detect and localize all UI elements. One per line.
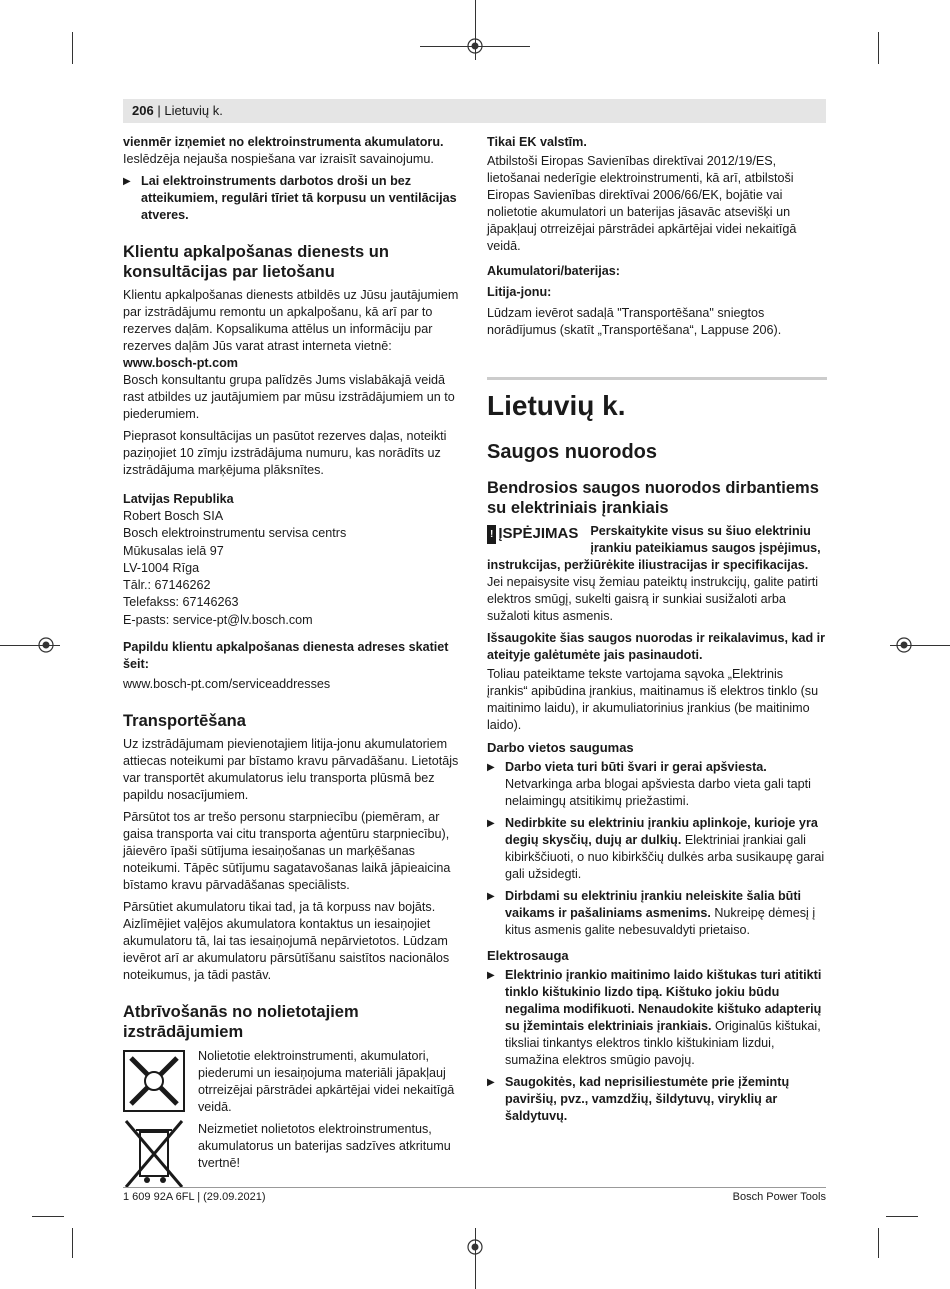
crop-mark — [72, 1228, 73, 1258]
electrical-bullet — [487, 967, 827, 1069]
safety-title: Saugos nuorodos — [487, 441, 657, 463]
service-paragraph: Pieprasot konsultācijas un pasūtot rezerves daļas, noteikti paziņojiet 10 zīmju izstrādājuma numuru, kas norādīts uz izstrādājuma marķējuma plāksnītes. — [123, 429, 447, 477]
address-line: E-pasts: service-pt@lv.bosch.com — [123, 612, 313, 627]
address-title: Latvijas Republika — [123, 492, 234, 506]
address-block — [123, 508, 463, 629]
warning-triangle-icon: ! — [487, 525, 496, 544]
crop-mark — [878, 32, 879, 64]
left-column — [123, 134, 463, 1180]
warning-badge — [487, 525, 578, 544]
right-column — [487, 134, 827, 1130]
intro-bold: vienmēr izņemiet no elektroinstrumenta akumulatoru. — [123, 135, 444, 149]
batteries-heading: Akumulatori/baterijas: — [487, 264, 620, 278]
address-line: Telefakss: 67146263 — [123, 595, 239, 610]
footer-brand: Bosch Power Tools — [732, 1191, 826, 1203]
footer-code: 1 609 92A 6FL | (29.09.2021) — [123, 1191, 266, 1203]
warning-text: Jei nepaisysite visų žemiau pateiktų instrukcijų, galite patirti elektros smūgį, sukelti gaisrą ir sunkiai susižaloti arba sužaloti kitus asmenis. — [487, 575, 819, 623]
header-separator: | — [157, 103, 161, 118]
service-paragraph: Bosch konsultantu grupa palīdzēs Jums vislabākajā veidā rast atbildes uz jautājumiem par mūsu izstrādājumiem un to piederumiem. — [123, 373, 455, 421]
crop-mark — [886, 1216, 918, 1217]
page-header — [132, 103, 223, 118]
service-heading: Klientu apkalpošanas dienests un konsultācijas par lietošanu — [123, 243, 389, 281]
bullet-bold: Darbo vieta turi būti švari ir gerai apšviesta. — [505, 760, 767, 774]
work-area-heading: Darbo vietos saugumas — [487, 740, 634, 755]
more-addresses-label: Papildu klientu apkalpošanas dienesta adreses skatiet šeit: — [123, 640, 449, 672]
disposal-block — [123, 1048, 463, 1180]
address-line: LV-1004 Rīga — [123, 560, 200, 575]
warning-bold: Perskaitykite visus su šiuo elektriniu įrankiu pateikiamus saugos įspėjimus, instrukcijas, peržiūrėkite iliustracijas ir specifikacijas. — [487, 524, 821, 572]
electrical-heading: Elektrosauga — [487, 948, 569, 963]
page-header-bar — [123, 99, 826, 123]
header-section: Lietuvių k. — [164, 103, 223, 118]
section-divider — [487, 377, 827, 380]
disposal-heading: Atbrīvošanās no nolietotajiem izstrādājumiem — [123, 1003, 359, 1042]
work-bullet — [487, 759, 827, 810]
crop-mark — [72, 32, 73, 64]
intro-text: Ieslēdzēja nejauša nospiešana var izraisīt savainojumu. — [123, 152, 434, 166]
service-url: www.bosch-pt.com — [123, 356, 238, 370]
general-safety-heading: Bendrosios saugos nuorodos dirbantiems su elektriniais įrankiais — [487, 479, 819, 517]
address-line: Bosch elektroinstrumentu servisa centrs — [123, 526, 347, 541]
service-paragraph: Klientu apkalpošanas dienests atbildēs uz Jūsu jautājumiem par izstrādājumu remontu un apkalpošanu, kā arī par to rezerves daļām. Kopsalikuma attēlus un informāciju par rezerves daļām Jūs varat atrast interneta vietnē: — [123, 288, 459, 353]
keep-instructions: Išsaugokite šias saugos nuorodas ir reikalavimus, kad ir ateityje galėtumėte jais pasinaudoti. — [487, 631, 826, 662]
bullet-bold: Nedirbkite su elektriniu įrankiu aplinkoje, kurioje yra degių skysčių, dujų ar dulkių. — [505, 816, 818, 847]
registration-mark-icon — [465, 36, 485, 56]
term-paragraph: Toliau pateiktame tekste vartojama sąvoka „Elektrinis įrankis“ apibūdina įrankius, maitinamus iš elektros tinklo (su maitinimo laidu), ir akumuliatorinius įrankius (be maitinimo laido). — [487, 667, 819, 732]
transport-heading: Transportēšana — [123, 712, 246, 731]
transport-paragraph: Pārsūtot tos ar trešo personu starpniecību (piemēram, ar gaisa transporta vai citu transporta aģentūru starpniecību), jāievēro īpaši sūtījuma iesaiņošanas un marķēšanas noteikumi. Tāpēc sūtījumu sagatavošanas laikā jāpieaicina bīstamo kravu pārvadāšanas speciālists. — [123, 810, 451, 893]
warning-block — [487, 523, 827, 625]
bullet-bold: Elektrinio įrankio maitinimo laido kištukas turi atitikti tinklo kištukinio lizdo tipą. Kištuko jokiu būdu negalima modifikuoti. Nenaudokite kištuko adapterių su įžemintais elektriniais įrankiais. — [505, 968, 822, 1033]
registration-mark-icon — [465, 1237, 485, 1257]
address-line: Mūkusalas ielā 97 — [123, 543, 224, 558]
transport-paragraph: Uz izstrādājumam pievienotajiem litija-jonu akumulatoriem attiecas noteikumi par bīstamo kravu pārvadāšanu. Lietotājs var transportēt akumulatorus ielu transporta plūsmā bez papildu nosacījumiem. — [123, 737, 459, 803]
language-title: Lietuvių k. — [487, 390, 626, 421]
crop-mark — [878, 1228, 879, 1258]
bullet-clean: ▶ Lai elektroinstruments darbotos droši un bez atteikumiem, regulāri tīriet tā korpusu un ventilācijas atveres. — [123, 173, 463, 224]
registration-mark-icon — [894, 635, 914, 655]
disposal-paragraph: Neizmetiet nolietotos elektroinstrumentus, akumulatorus un baterijas sadzīves atkritumu tvertnē! — [198, 1122, 451, 1171]
bullet-text: Originalūs kištukai, tiksliai tinkantys elektros tinklo kištukiniam lizdui, sumažina elektros smūgio pavojų. — [505, 1019, 821, 1067]
bullet-text: Nukreipę dėmesį į kitus asmenis galite nebesuvaldyti prietaiso. — [505, 906, 816, 937]
footer-divider — [123, 1187, 826, 1188]
liion-paragraph: Lūdzam ievērot sadaļā "Transportēšana" sniegtos norādījumus (skatīt „Transportēšana“, Lappuse 206). — [487, 306, 782, 337]
bullet-text: Elektriniai įrankiai gali kibirkščiuoti, o nuo kibirkščių dulkės arba susikaupę garai gali užsidegti. — [505, 833, 825, 881]
disposal-text — [198, 1048, 463, 1177]
address-line: Robert Bosch SIA — [123, 509, 224, 523]
ek-heading: Tikai EK valstīm. — [487, 135, 587, 149]
liion-heading: Litija-jonu: — [487, 285, 552, 299]
work-bullet — [487, 888, 827, 939]
bullet-bold: Saugokitės, kad neprisiliestumėte prie įžemintų paviršių, pvz., vamzdžių, šildytuvų, viryklių ar šaldytuvų. — [505, 1075, 790, 1123]
work-bullet — [487, 815, 827, 883]
more-addresses-url: www.bosch-pt.com/serviceaddresses — [123, 677, 331, 692]
transport-paragraph: Pārsūtiet akumulatoru tikai tad, ja tā korpuss nav bojāts. Aizlīmējiet vaļējos akumulatora kontaktus un iesaiņojiet akumulatoru tā, lai tas iesaiņojumā nepārvietotos. Lūdzam ievērot arī ar akumulatoru pārsūtīšanu saistītos nacionālos noteikumus, ja tādi pastāv. — [123, 900, 450, 983]
bullet-text: Netvarkinga arba blogai apšviesta darbo vieta gali tapti nelaimingų atsitikimų priežastimi. — [505, 777, 811, 808]
address-line: Tālr.: 67146262 — [123, 578, 211, 593]
disposal-paragraph: Nolietotie elektroinstrumenti, akumulatori, piederumi un iesaiņojuma materiāli jāpakļauj otrreizējai pārstrādei apkārtējai videi nekaitīgā veidā. — [198, 1049, 455, 1115]
bullet-bold: Dirbdami su elektriniu įrankiu neleiskite šalia būti vaikams ir pašaliniams asmenims. — [505, 889, 802, 920]
recycling-symbol-icon — [123, 1050, 185, 1112]
ek-paragraph: Atbilstoši Eiropas Savienības direktīvai 2012/19/ES, lietošanai nederīgie elektroinstrumenti, kā arī, atbilstoši Eiropas Savienības direktīvai 2006/66/EK, bojātie vai nolietotie akumulatori un baterijas jāsavāc atsevišķi un jāpakļauj otrreizējai pārstrādei apkārtējai videi nekaitīgā veidā. — [487, 154, 797, 253]
electrical-bullet — [487, 1074, 827, 1125]
crossed-bin-icon — [123, 1118, 185, 1190]
crop-mark — [32, 1216, 64, 1217]
registration-mark-icon — [36, 635, 56, 655]
page-number: 206 — [132, 103, 154, 118]
warning-label: ĮSPĖJIMAS — [498, 525, 579, 542]
